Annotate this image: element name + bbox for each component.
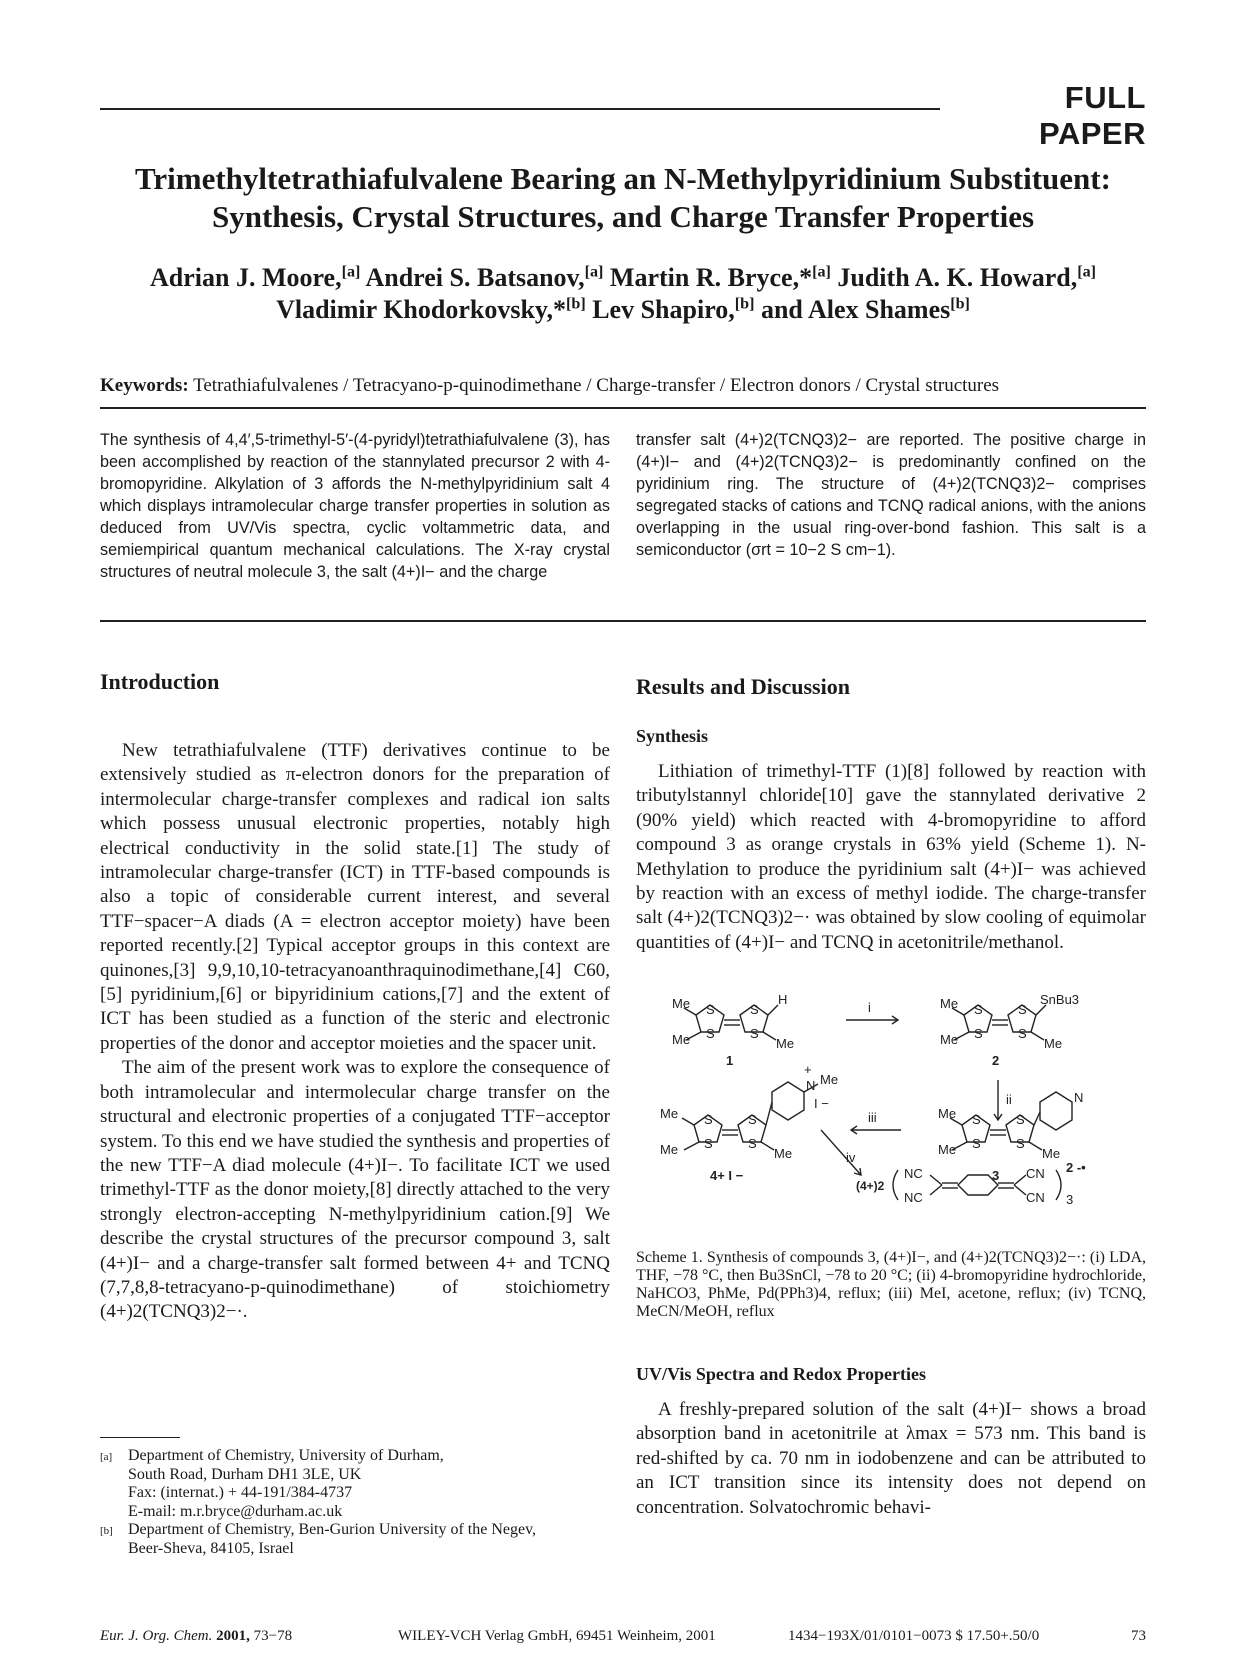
compound-4-number: 4+ I − [710,1168,744,1183]
label-s: S [750,1002,759,1017]
label-s: S [1018,1026,1027,1041]
footer-publisher: WILEY-VCH Verlag GmbH, 69451 Weinheim, 2001 [398,1628,716,1644]
footnote-line: Department of Chemistry, University of Durham, [128,1447,444,1464]
page-number: 73 [1131,1628,1146,1644]
label-s: S [972,1136,981,1151]
label-s: S [1016,1136,1025,1151]
label-me: Me [940,996,959,1011]
synthesis-paragraph: Lithiation of trimethyl-TTF (1)[8] followed by reaction with tributylstannyl chloride[10] gave the stannylated derivative 2 (90% yield) which reacted with 4-bromopyridine to afford compound 3 as orange crystals in 63% yield (Scheme 1). N-Methylation to produce the pyridinium salt (4+)I− was achieved by reaction with an excess of methyl iodide. The charge-transfer salt (4+)2(TCNQ3)2−· was obtained by slow cooling of equimolar quantities of (4+)I− and TCNQ in acetonitrile/methanol. [636,761,1146,953]
label-s: S [1018,1002,1027,1017]
keywords-text: Tetrathiafulvalenes / Tetracyano-p-quinodimethane / Charge-transfer / Electron donors / Crystal structures [193,375,1000,396]
label-nc: NC [904,1166,923,1181]
uvvis-body [636,1398,1146,1520]
label-n: N [1074,1090,1084,1105]
section-label: FULL PAPER [1038,80,1146,151]
label-me: Me [940,1032,959,1047]
author-name: and Alex Shames [760,295,951,324]
label-n: N [806,1078,816,1093]
footnote-mark: [b] [100,1525,113,1537]
label-charge: 2 -• [1066,1160,1086,1175]
affiliation-footnotes [100,1447,610,1558]
footnote-line: Department of Chemistry, Ben-Gurion University of the Negev, [128,1521,537,1538]
footer-issn: 1434−193X/01/0101−0073 $ 17.50+.50/0 [788,1628,1040,1644]
author-name: Lev Shapiro, [592,295,735,324]
footnote-b [100,1521,610,1558]
label-cn: CN [1026,1190,1045,1205]
label-snbu3: SnBu3 [1040,992,1080,1007]
step-iii-label: iii [868,1110,877,1125]
label-s: S [974,1026,983,1041]
author-affiliation: [a] [341,263,361,281]
footnote-line: South Road, Durham DH1 3LE, UK [128,1465,362,1483]
footer-pages: 73−78 [253,1628,293,1644]
introduction-heading: Introduction [100,669,220,694]
label-nc: NC [904,1190,923,1205]
label-s: S [1016,1112,1025,1127]
author-affiliation: [b] [566,295,586,313]
label-me: Me [776,1036,795,1051]
label-s: S [706,1026,715,1041]
intro-paragraph-1: New tetrathiafulvalene (TTF) derivatives continue to be extensively studied as π-electron donors for the preparation of intermolecular charge-transfer complexes and radical ion salts which possess unusual electronic properties, notably high electrical conductivity in the solid state.[1] The study of intramolecular charge-transfer (ICT) in TTF-based compounds is also a topic of considerable current interest, and several TTF−spacer−A diads (A = electron acceptor moiety) have been reported recently.[2] Typical acceptor groups in this context are quinones,[3] 9,9,10,10-tetracyanoanthraquinodimethane,[4] C60,[5] pyridinium,[6] or bipyridinium cations,[7] and the extent of ICT has been studied as a function of the steric and electronic properties of the donor and acceptor moieties and the spacer unit. [100,740,610,1054]
uvvis-paragraph: A freshly-prepared solution of the salt (4+)I− shows a broad absorption band in acetonitrile at λmax = 573 nm. This band is red-shifted by ca. 70 nm in iodobenzene and can be attributed to an ICT transition since its intensity does not depend on concentration. Solvatochromic behavi- [636,1399,1146,1518]
author-list [100,262,1146,326]
label-h: H [778,992,788,1007]
label-iodide: I − [814,1096,829,1111]
label-s: S [704,1112,713,1127]
scheme-1-figure [636,990,1146,1280]
abstract-bottom-rule [100,620,1146,622]
author-affiliation: [a] [584,263,604,281]
label-s: S [974,1002,983,1017]
step-iv-label: iv [846,1150,856,1165]
footnote-line: Fax: (internat.) + 44-191/384-4737 [128,1484,353,1501]
footnote-rule [100,1437,180,1438]
label-me: Me [672,996,691,1011]
author-name: Martin R. Bryce,* [609,263,813,292]
keywords [100,375,1146,397]
label-s: S [972,1112,981,1127]
compound-3-number: 3 [992,1168,1000,1183]
author-name: Andrei S. Batsanov, [365,263,585,292]
intro-paragraph-2: The aim of the present work was to explore the consequence of both intramolecular and intermolecular charge transfer on the structural and electronic properties of a conjugated TTF−acceptor system. To this end we have studied the synthesis and properties of the new TTF−A diad molecule (4+)I−. To facilitate ICT we used trimethyl-TTF as the donor moiety,[8] directly attached to the very strongly electron-accepting N-methylpyridinium cation.[9] We describe the crystal structures of the precursor compound 3, salt (4+)I− and a charge-transfer salt formed between 4+ and TCNQ (7,7,8,8-tetracyano-p-quinodimethane) of stoichiometry (4+)2(TCNQ3)2−·. [100,1057,610,1323]
author-name: Adrian J. Moore, [149,263,342,292]
author-affiliation: [a] [1077,263,1097,281]
footnote-line: Beer-Sheva, 84105, Israel [128,1539,294,1557]
label-cation: (4+)2 [856,1179,885,1193]
label-me: Me [672,1032,691,1047]
results-heading: Results and Discussion [636,674,850,699]
scheme-1-caption: Scheme 1. Synthesis of compounds 3, (4+)I−, and (4+)2(TCNQ3)2−·: (i) LDA, THF, −78 °C, then Bu3SnCl, −78 to 20 °C; (ii) 4-bromopyridine hydrochloride, NaHCO3, PhMe, Pd(PPh3)4, reflux; (iii) MeI, acetone, reflux; (iv) TCNQ, MeCN/MeOH, reflux [636,1249,1146,1320]
footnote-mark: [a] [100,1451,113,1463]
compound-2-number: 2 [992,1053,1000,1068]
header-rule [100,108,940,110]
label-me: Me [1044,1036,1063,1051]
synthesis-heading: Synthesis [636,726,709,746]
label-me: Me [660,1106,679,1121]
author-affiliation: [a] [812,263,831,281]
label-s: S [704,1136,713,1151]
introduction-body [100,739,610,1325]
label-sub3: 3 [1066,1192,1074,1207]
label-plus: + [804,1062,812,1077]
footer-year: 2001, [216,1628,250,1644]
footer-citation [100,1628,292,1645]
footnote-line: E-mail: m.r.bryce@durham.ac.uk [128,1502,343,1520]
compound-1-number: 1 [726,1053,734,1068]
author-line-1 [100,262,1146,294]
abstract-column-1: The synthesis of 4,4′,5-trimethyl-5′-(4-pyridyl)tetrathiafulvalene (3), has been accomplished by reaction of the stannylated precursor 2 with 4-bromopyridine. Alkylation of 3 affords the N-methylpyridinium salt 4 which displays intramolecular charge transfer properties in solution as deduced from UV/Vis spectra, cyclic voltammetric data, and semiempirical quantum mechanical calculations. The X-ray crystal structures of neutral molecule 3, the salt (4+)I− and the charge [100,431,610,581]
label-me: Me [938,1106,957,1121]
footnote-a [100,1447,610,1521]
label-s: S [750,1026,759,1041]
step-i-label: i [868,1000,871,1015]
label-s: S [748,1112,757,1127]
author-name: Judith A. K. Howard, [837,263,1078,292]
author-affiliation: [b] [734,295,755,313]
label-s: S [748,1136,757,1151]
paper-title [100,160,1146,236]
label-me: Me [660,1142,679,1157]
label-s: S [706,1002,715,1017]
keywords-label: Keywords: [100,375,189,396]
footer-journal: Eur. J. Org. Chem. [100,1628,213,1644]
author-line-2 [100,294,1146,326]
abstract-top-rule [100,407,1146,409]
label-me: Me [938,1142,957,1157]
label-me: Me [774,1146,793,1161]
label-cn: CN [1026,1166,1045,1181]
synthesis-body [636,760,1146,955]
abstract-column-2: transfer salt (4+)2(TCNQ3)2− are reported. The positive charge in (4+)I− and (4+)2(TCNQ3)2− is predominantly confined on the pyridinium ring. The structure of (4+)2(TCNQ3)2− comprises segregated stacks of cations and TCNQ radical anions, with the anions overlapping in the usual ring-over-bond fashion. This salt is a semiconductor (σrt = 10−2 S cm−1). [636,431,1146,559]
title-line-1: Trimethyltetrathiafulvalene Bearing an N-Methylpyridinium Substituent: [135,161,1111,196]
author-name: Vladimir Khodorkovsky,* [276,295,566,324]
uvvis-heading: UV/Vis Spectra and Redox Properties [636,1364,926,1384]
author-affiliation: [b] [950,295,970,313]
title-line-2: Synthesis, Crystal Structures, and Charge Transfer Properties [211,199,1035,234]
label-me: Me [1042,1146,1061,1161]
step-ii-label: ii [1006,1092,1012,1107]
label-me: Me [820,1072,839,1087]
